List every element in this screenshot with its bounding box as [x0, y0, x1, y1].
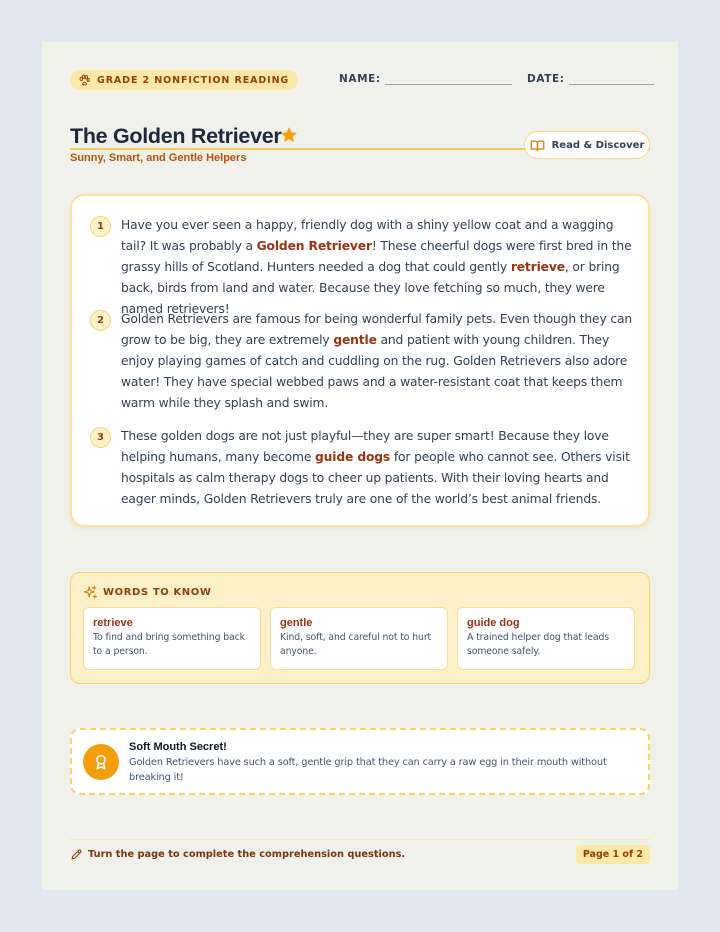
vocab-term: gentle: [280, 617, 313, 629]
story-paragraph-1: [90, 215, 632, 320]
page-title: The Golden Retriever: [70, 124, 282, 148]
vocab-definition: To find and bring something back to a person.: [93, 632, 245, 657]
words-to-know-box: [70, 572, 650, 684]
worksheet-header: [70, 70, 650, 164]
date-label: DATE:: [527, 73, 565, 85]
paragraph-text: [121, 426, 632, 510]
paragraph-text: [121, 215, 632, 320]
read-discover-label: Read & Discover: [551, 139, 645, 151]
vocab-card-guide-dog: [457, 607, 635, 670]
name-field[interactable]: [339, 73, 512, 85]
read-discover-button[interactable]: [524, 131, 650, 159]
page-subtitle: Sunny, Smart, and Gentle Helpers: [70, 152, 247, 164]
fun-fact-title: Soft Mouth Secret!: [129, 741, 227, 753]
fun-fact-body: Golden Retrievers have such a soft, gentle grip that they can carry a raw egg in their mouth without breaking it!: [129, 757, 607, 783]
worksheet-footer: [70, 839, 650, 869]
vocab-highlight: gentle: [333, 333, 377, 347]
name-label: NAME:: [339, 73, 381, 85]
paragraph-number: 2: [90, 310, 111, 331]
star-icon: [279, 125, 299, 145]
paragraph-run: Have you ever seen a happy, friendly dog with a shiny yellow coat and a wagging tail? It was probably a: [121, 218, 614, 253]
vocab-card-gentle: [270, 607, 448, 670]
paragraph-run: for people who cannot see. Others visit hospitals as calm therapy dogs to cheer up patients. With their loving hearts and eager minds, Golden Retrievers truly are one of the world’s best animal friends.: [121, 450, 630, 506]
name-line[interactable]: [385, 75, 512, 85]
grade-badge: [70, 70, 298, 90]
paragraph-run: , or bring back, birds from land and water. Because they love fetching so much, they were named retrievers!: [121, 260, 620, 316]
award-ribbon-icon: [92, 753, 110, 771]
paragraph-number: 1: [90, 216, 111, 237]
award-badge: [83, 744, 119, 780]
grade-badge-label: GRADE 2 NONFICTION READING: [97, 74, 290, 86]
paragraph-run: These golden dogs are not just playful—they are super smart! Because they love helping humans, many become: [121, 429, 609, 464]
story-paragraph-3: [90, 426, 632, 510]
worksheet-page: [42, 42, 678, 890]
vocab-highlight: Golden Retriever: [256, 239, 372, 253]
pencil-icon: [70, 848, 83, 861]
words-to-know-title: WORDS TO KNOW: [103, 587, 212, 598]
words-to-know-heading: [83, 585, 211, 600]
paragraph-text: [121, 309, 632, 414]
story-paragraph-2: [90, 309, 632, 414]
vocab-definition: Kind, soft, and careful not to hurt anyone.: [280, 632, 432, 657]
footer-note-text: Turn the page to complete the comprehension questions.: [88, 849, 406, 860]
fun-fact-box: [70, 728, 650, 795]
paragraph-run: and patient with young children. They enjoy playing games of catch and cuddling on the rug. Golden Retrievers also adore water! They have special webbed paws and a water-resistant coat that keeps them warm while they splash and swim.: [121, 333, 628, 410]
paw-icon: [78, 74, 91, 87]
vocab-term: retrieve: [93, 617, 133, 629]
paragraph-run: Golden Retrievers are famous for being wonderful family pets. Even though they can grow to be big, they are extremely: [121, 312, 632, 347]
page-number-badge: Page 1 of 2: [576, 845, 650, 864]
date-line[interactable]: [569, 75, 654, 85]
paragraph-number: 3: [90, 427, 111, 448]
date-field[interactable]: [527, 73, 654, 85]
vocab-term: guide dog: [467, 617, 520, 629]
paragraph-run: ! These cheerful dogs were first bred in the grassy hills of Scotland. Hunters needed a dog that could gently: [121, 239, 632, 274]
vocab-highlight: retrieve: [510, 260, 565, 274]
open-book-icon: [530, 138, 545, 153]
sparkles-icon: [83, 585, 98, 600]
story-card: [70, 194, 650, 527]
footer-note: [70, 848, 405, 861]
vocab-highlight: guide dogs: [315, 450, 391, 464]
vocab-definition: A trained helper dog that leads someone safely.: [467, 632, 610, 657]
vocab-card-retrieve: [83, 607, 261, 670]
